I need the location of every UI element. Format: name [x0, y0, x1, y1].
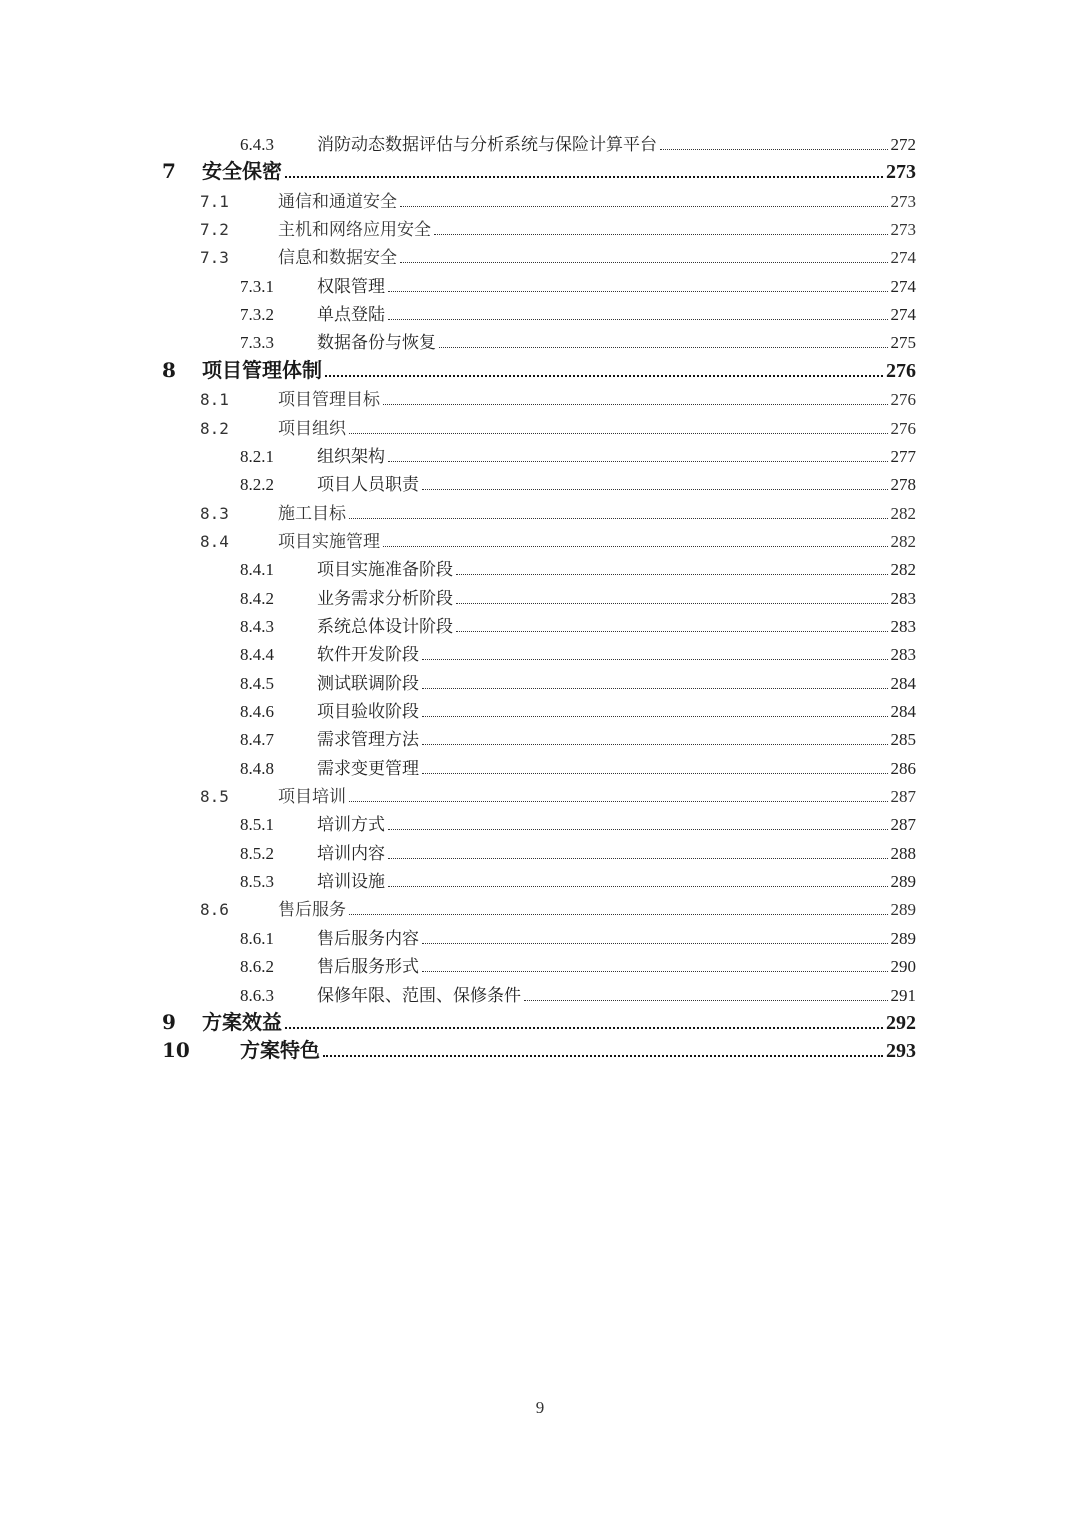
toc-dot-leader — [422, 942, 888, 944]
toc-entry-number: 7.3.3 — [240, 333, 274, 353]
toc-entry[interactable] — [240, 729, 916, 751]
toc-dot-leader — [400, 205, 888, 207]
toc-entry-page: 272 — [890, 135, 916, 154]
toc-entry[interactable] — [240, 559, 916, 581]
toc-entry-number: 7 — [162, 159, 176, 184]
toc-entry[interactable] — [200, 191, 916, 213]
toc-entry-page: 292 — [886, 1011, 916, 1034]
toc-dot-leader — [388, 460, 888, 462]
toc-entry[interactable] — [240, 276, 916, 298]
toc-entry-title: 培训设施 — [317, 872, 385, 893]
toc-entry-title: 通信和通道安全 — [278, 191, 397, 212]
toc-entry-page: 285 — [890, 730, 916, 750]
toc-entry-title: 组织架构 — [317, 446, 385, 467]
toc-entry-number: 9 — [162, 1009, 176, 1034]
toc-entry-title: 消防动态数据评估与分析系统与保险计算平台 — [317, 135, 657, 155]
toc-entry-number: 8.4.1 — [240, 560, 274, 580]
toc-entry-title: 项目人员职责 — [317, 475, 419, 496]
toc-entry-number: 6.4.3 — [240, 135, 274, 154]
toc-entry-number: 8.4.2 — [240, 588, 274, 608]
toc-entry[interactable] — [200, 418, 916, 440]
toc-dot-leader — [349, 913, 888, 915]
toc-entry[interactable] — [162, 359, 916, 382]
toc-dot-leader — [400, 261, 888, 263]
toc-entry-number: 8 — [162, 357, 176, 382]
toc-entry-page: 282 — [890, 503, 916, 523]
toc-entry-page: 287 — [890, 787, 916, 807]
toc-entry-number: 8.5.3 — [240, 872, 274, 892]
toc-entry[interactable] — [200, 899, 916, 921]
toc-entry-title: 项目实施管理 — [278, 531, 380, 552]
toc-dot-leader — [456, 573, 888, 575]
toc-entry-number: 7.2 — [200, 220, 229, 240]
toc-entry-title: 安全保密 — [202, 159, 282, 184]
toc-dot-leader — [456, 630, 888, 632]
toc-dot-leader — [285, 1026, 883, 1029]
toc-entry[interactable] — [240, 332, 916, 354]
toc-entry-page: 276 — [890, 418, 916, 438]
toc-entry-title: 售后服务内容 — [317, 928, 419, 949]
toc-entry-page: 276 — [890, 390, 916, 410]
toc-entry[interactable] — [240, 814, 916, 836]
toc-entry[interactable] — [240, 985, 916, 1007]
toc-entry-page: 289 — [890, 872, 916, 892]
toc-entry-page: 283 — [890, 616, 916, 636]
toc-entry-number: 8.5.1 — [240, 815, 274, 835]
toc-entry-number: 10 — [162, 1038, 190, 1063]
toc-entry-number: 7.3 — [200, 248, 229, 268]
toc-entry-number: 8.6.1 — [240, 928, 274, 948]
toc-entry-number: 7.3.2 — [240, 305, 274, 325]
toc-entry-title: 业务需求分析阶段 — [317, 588, 453, 609]
toc-entry-number: 8.6.2 — [240, 957, 274, 977]
toc-dot-leader — [422, 772, 888, 774]
toc-entry-page: 289 — [890, 900, 916, 920]
toc-entry[interactable] — [240, 474, 916, 496]
toc-dot-leader — [388, 828, 888, 830]
toc-dot-leader — [388, 885, 888, 887]
toc-entry-number: 8.4.5 — [240, 673, 274, 693]
toc-entry[interactable] — [200, 389, 916, 411]
toc-entry-title: 主机和网络应用安全 — [278, 220, 431, 241]
toc-entry-title: 方案特色 — [240, 1038, 320, 1063]
toc-entry-title: 数据备份与恢复 — [317, 333, 436, 354]
toc-dot-leader — [349, 800, 888, 802]
toc-entry-page: 274 — [890, 305, 916, 325]
toc-entry-page: 289 — [890, 928, 916, 948]
toc-entry-page: 282 — [890, 531, 916, 551]
toc-entry-page: 284 — [890, 673, 916, 693]
toc-entry-title: 项目培训 — [278, 787, 346, 808]
toc-dot-leader — [434, 233, 888, 235]
toc-entry[interactable] — [162, 1011, 916, 1034]
toc-dot-leader — [383, 403, 888, 405]
toc-dot-leader — [456, 602, 888, 604]
toc-entry-title: 需求变更管理 — [317, 758, 419, 779]
toc-entry-page: 273 — [890, 220, 916, 240]
toc-dot-leader — [439, 346, 888, 348]
toc-entry-title: 项目组织 — [278, 418, 346, 439]
toc-entry-title: 方案效益 — [202, 1009, 282, 1034]
toc-entry-page: 283 — [890, 588, 916, 608]
toc-entry-title: 单点登陆 — [317, 305, 385, 326]
page-number: 9 — [535, 1398, 545, 1417]
toc-entry[interactable] — [240, 588, 916, 610]
toc-entry-page: 291 — [890, 985, 916, 1005]
toc-entry-title: 项目管理体制 — [202, 357, 322, 382]
toc-entry-title: 保修年限、范围、保修条件 — [317, 985, 521, 1006]
toc-entry-page: 273 — [890, 191, 916, 211]
toc-entry[interactable] — [240, 928, 916, 950]
toc-dot-leader — [422, 658, 888, 660]
toc-entry-number: 8.4.8 — [240, 758, 274, 778]
toc-dot-leader — [388, 318, 888, 320]
toc-entry-title: 信息和数据安全 — [278, 248, 397, 269]
toc-entry-page: 287 — [890, 815, 916, 835]
toc-entry[interactable] — [200, 219, 916, 241]
toc-entry-number: 8.4.4 — [240, 645, 274, 665]
toc-entry[interactable] — [240, 956, 916, 978]
toc-dot-leader — [388, 857, 888, 859]
toc-entry-number: 8.5.2 — [240, 843, 274, 863]
toc-entry-page: 274 — [890, 276, 916, 296]
toc-entry-number: 7.1 — [200, 191, 229, 211]
toc-entry-number: 7.3.1 — [240, 276, 274, 296]
toc-entry-page: 290 — [890, 957, 916, 977]
toc-entry-title: 项目管理目标 — [278, 390, 380, 411]
toc-entry-page: 276 — [886, 359, 916, 382]
toc-entry-number: 8.6.3 — [240, 985, 274, 1005]
toc-entry[interactable] — [162, 1039, 916, 1062]
toc-dot-leader — [660, 148, 888, 150]
toc-entry[interactable] — [240, 758, 916, 780]
toc-entry-title: 系统总体设计阶段 — [317, 616, 453, 637]
toc-entry[interactable] — [240, 134, 916, 156]
toc-entry[interactable] — [240, 843, 916, 865]
toc-entry[interactable] — [240, 304, 916, 326]
toc-entry-page: 277 — [890, 446, 916, 466]
toc-entry[interactable] — [240, 673, 916, 695]
toc-entry-number: 8.3 — [200, 503, 229, 523]
toc-entry-title: 权限管理 — [317, 276, 385, 297]
toc-entry-page: 274 — [890, 248, 916, 268]
toc-entry-title: 售后服务 — [278, 900, 346, 921]
toc-entry-title: 项目验收阶段 — [317, 702, 419, 722]
toc-entry-number: 8.6 — [200, 900, 229, 920]
toc-entry-page: 282 — [890, 560, 916, 580]
toc-entry-number: 8.4.3 — [240, 616, 274, 636]
toc-entry-page: 286 — [890, 758, 916, 778]
toc-dot-leader — [285, 175, 883, 178]
toc-entry[interactable] — [240, 871, 916, 893]
toc-dot-leader — [524, 999, 888, 1001]
toc-dot-leader — [422, 488, 888, 490]
toc-entry-page: 284 — [890, 702, 916, 721]
toc-entry-title: 软件开发阶段 — [317, 645, 419, 666]
toc-entry-page: 278 — [890, 475, 916, 495]
toc-entry-title: 施工目标 — [278, 503, 346, 524]
toc-entry-number: 8.2 — [200, 418, 229, 438]
toc-dot-leader — [325, 374, 883, 377]
toc-entry-title: 测试联调阶段 — [317, 673, 419, 694]
toc-dot-leader — [323, 1054, 883, 1057]
toc-entry-page: 275 — [890, 333, 916, 353]
toc-entry[interactable] — [200, 531, 916, 553]
toc-entry-number: 8.5 — [200, 787, 229, 807]
toc-entry-title: 售后服务形式 — [317, 957, 419, 978]
toc-entry-number: 8.1 — [200, 390, 229, 410]
toc-entry[interactable] — [240, 446, 916, 468]
toc-entry[interactable] — [200, 786, 916, 808]
toc-entry-title: 培训内容 — [317, 843, 385, 864]
toc-entry-number: 8.4.7 — [240, 730, 274, 750]
toc-dot-leader — [388, 290, 888, 292]
toc-entry[interactable] — [200, 503, 916, 525]
toc-entry[interactable] — [240, 701, 916, 723]
toc-dot-leader — [349, 432, 888, 434]
toc-dot-leader — [383, 545, 888, 547]
toc-dot-leader — [422, 687, 888, 689]
toc-dot-leader — [422, 715, 888, 717]
toc-entry-number: 8.2.1 — [240, 446, 274, 466]
toc-entry[interactable] — [240, 616, 916, 638]
toc-entry[interactable] — [240, 644, 916, 666]
toc-entry-title: 项目实施准备阶段 — [317, 560, 453, 581]
toc-entry-number: 8.4.6 — [240, 702, 274, 721]
toc-dot-leader — [422, 743, 888, 745]
toc-entry-page: 283 — [890, 645, 916, 665]
toc-entry-page: 273 — [886, 161, 916, 184]
toc-dot-leader — [349, 517, 888, 519]
toc-entry-number: 8.4 — [200, 531, 229, 551]
toc-entry[interactable] — [200, 247, 916, 269]
toc-entry-title: 需求管理方法 — [317, 730, 419, 751]
toc-entry[interactable] — [162, 160, 916, 183]
toc-entry-page: 288 — [890, 843, 916, 863]
toc-entry-page: 293 — [886, 1040, 916, 1063]
toc-entry-title: 培训方式 — [317, 815, 385, 836]
toc-entry-number: 8.2.2 — [240, 475, 274, 495]
toc-dot-leader — [422, 970, 888, 972]
